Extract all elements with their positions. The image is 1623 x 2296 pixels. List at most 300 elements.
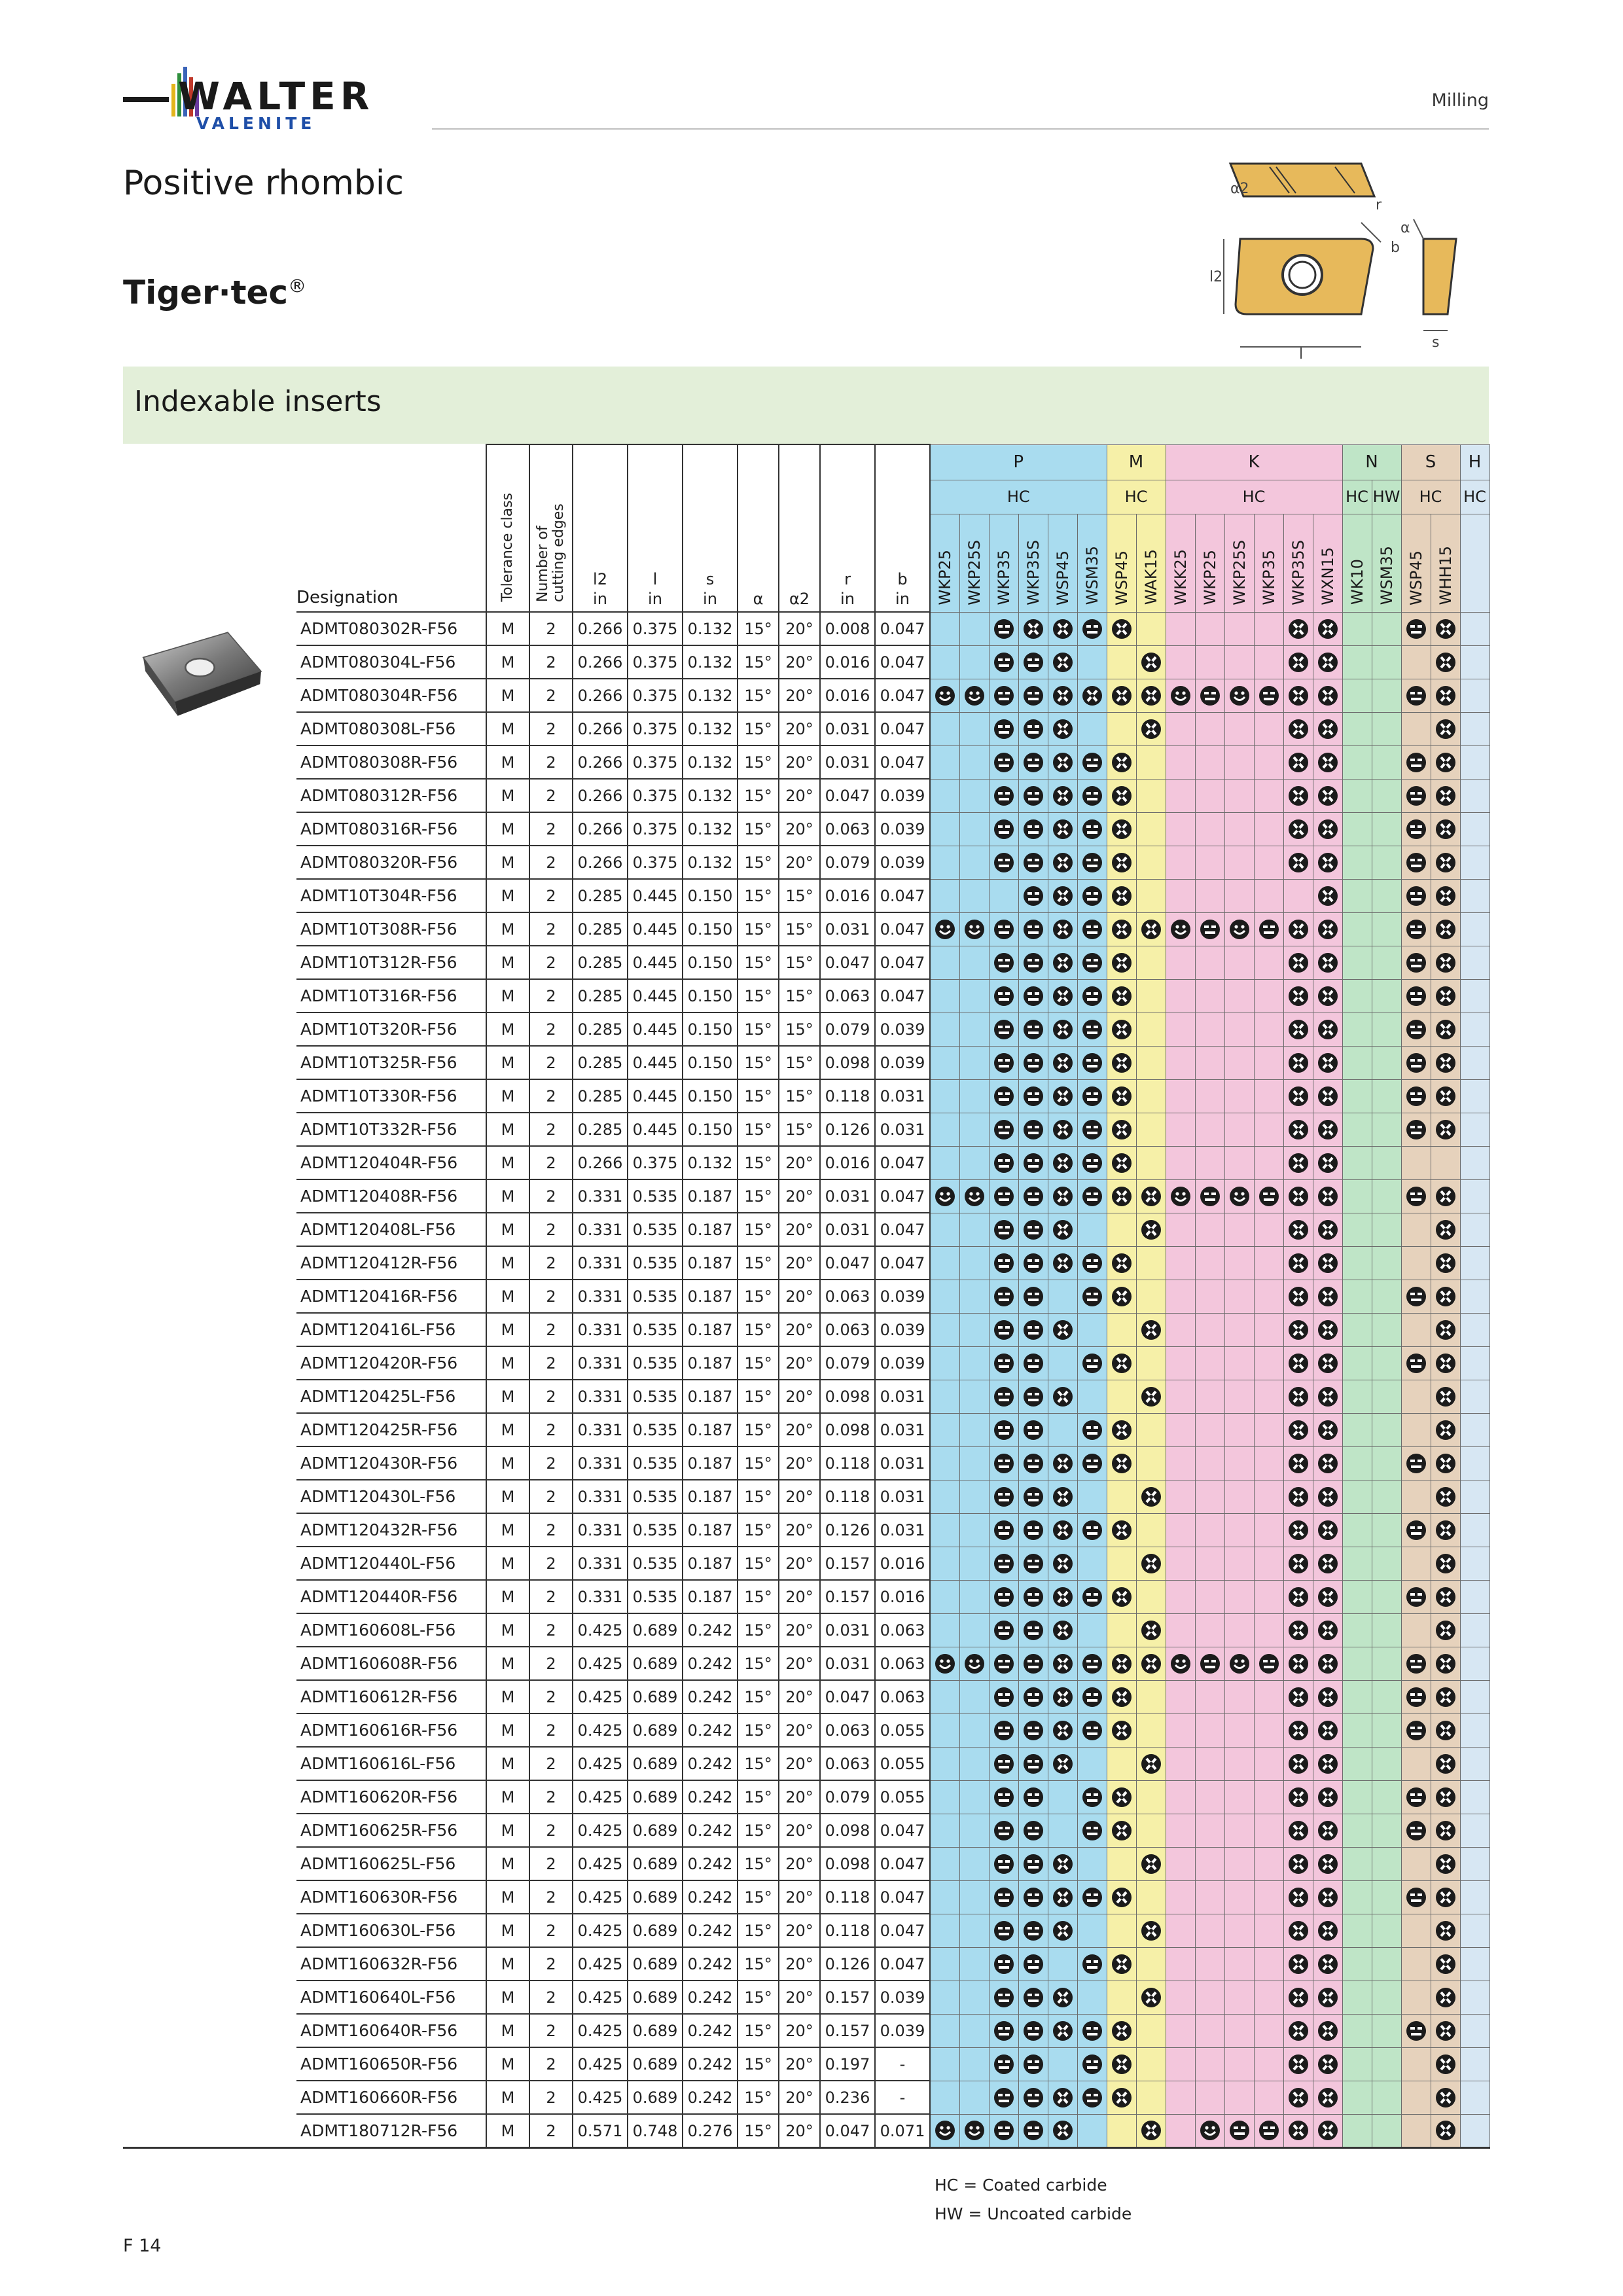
grade-cell [1077, 2114, 1107, 2148]
grade-cell [989, 1680, 1018, 1713]
page-title: Positive rhombic [123, 164, 404, 203]
moderate-suitability-icon [1052, 1085, 1074, 1107]
normal-suitability-icon [1405, 952, 1427, 974]
grade-cell [1431, 1046, 1460, 1079]
designation-cell: ADMT120404R-F56 [296, 1146, 486, 1179]
grade-cell [1313, 1079, 1342, 1113]
grade-cell [1077, 679, 1107, 712]
edges-cell: 2 [529, 1380, 573, 1413]
grade-cell [1077, 1547, 1107, 1580]
designation-cell: ADMT10T304R-F56 [296, 879, 486, 912]
header-r-cell [820, 444, 875, 612]
alpha2-cell: 20° [779, 1981, 820, 2014]
grade-cell [1166, 1280, 1195, 1313]
designation-cell: ADMT160625L-F56 [296, 1847, 486, 1880]
grade-cell [1224, 1947, 1254, 1981]
grade-cell [1107, 1713, 1136, 1747]
radius-cell: 0.098 [820, 1380, 875, 1413]
grade-cell [959, 1280, 989, 1313]
grade-cell [1018, 679, 1048, 712]
grade-cell [1431, 1547, 1460, 1580]
normal-suitability-icon [993, 1986, 1015, 2009]
grade-cell [1401, 1680, 1431, 1713]
tolerance-cell: M [486, 1446, 529, 1480]
grade-cell [1107, 946, 1136, 979]
grade-cell [930, 712, 959, 745]
grade-cell [1283, 745, 1313, 779]
alpha2-cell: 20° [779, 2081, 820, 2114]
normal-suitability-icon [1081, 1886, 1103, 1909]
insert-front-view [1236, 239, 1373, 314]
moderate-suitability-icon [1052, 1119, 1074, 1141]
edges-cell: 2 [529, 1747, 573, 1780]
grade-cell [1401, 1880, 1431, 1914]
grade-cell [1107, 1380, 1136, 1413]
grade-cell [1195, 1680, 1224, 1713]
grade-cell [1136, 1647, 1166, 1680]
alpha-cell: 15° [738, 1647, 779, 1680]
radius-cell: 0.047 [820, 1680, 875, 1713]
designation-cell: ADMT080308R-F56 [296, 745, 486, 779]
b-cell: 0.047 [875, 712, 930, 745]
grade-cell [1431, 946, 1460, 979]
alpha2-cell: 20° [779, 1914, 820, 1947]
header-image-cell [123, 444, 296, 612]
grade-cell [1018, 1713, 1048, 1747]
grade-cell [1195, 1313, 1224, 1346]
edges-cell: 2 [529, 1981, 573, 2014]
grade-cell [1431, 979, 1460, 1013]
edges-cell: 2 [529, 1480, 573, 1513]
moderate-suitability-icon [1287, 1352, 1310, 1374]
grade-cell [1283, 1880, 1313, 1914]
grade-cell [1018, 1613, 1048, 1647]
alpha-cell: 15° [738, 1313, 779, 1346]
grade-cell [930, 1947, 959, 1981]
tolerance-cell: M [486, 812, 529, 846]
l2-cell: 0.331 [573, 1280, 628, 1313]
header-b-cell [875, 444, 930, 612]
moderate-suitability-icon [1435, 2053, 1457, 2075]
b-cell: 0.055 [875, 1780, 930, 1814]
header-l2-unit: in [593, 590, 607, 608]
grade-cell [930, 1814, 959, 1847]
registered-mark: ® [288, 275, 307, 297]
moderate-suitability-icon [1435, 1519, 1457, 1541]
alpha-cell: 15° [738, 745, 779, 779]
normal-suitability-icon [1022, 1119, 1044, 1141]
grade-cell [1136, 1914, 1166, 1947]
normal-suitability-icon [993, 1653, 1015, 1675]
designation-cell: ADMT080302R-F56 [296, 612, 486, 645]
grade-cell [1313, 1814, 1342, 1847]
grade-cell [1136, 1814, 1166, 1847]
grade-cell [1254, 1713, 1283, 1747]
grade-cell [1313, 745, 1342, 779]
moderate-suitability-icon [1287, 1052, 1310, 1074]
grade-cell [1136, 1613, 1166, 1647]
moderate-suitability-icon [1111, 985, 1133, 1007]
table-row [123, 1547, 1489, 1580]
grade-cell [989, 812, 1018, 846]
tolerance-cell: M [486, 1246, 529, 1280]
product-line-title [123, 274, 306, 312]
moderate-suitability-icon [1435, 1119, 1457, 1141]
grade-cell [1136, 1179, 1166, 1213]
s-cell: 0.187 [683, 1246, 738, 1280]
grade-cell [1166, 2047, 1195, 2081]
grade-cell [989, 1079, 1018, 1113]
grade-cell [1136, 745, 1166, 779]
grade-cell [1372, 2081, 1401, 2114]
grade-cell [1431, 1613, 1460, 1647]
moderate-suitability-icon [1111, 785, 1133, 807]
grade-cell [1283, 912, 1313, 946]
moderate-suitability-icon [1111, 1419, 1133, 1441]
normal-suitability-icon [1022, 685, 1044, 707]
normal-suitability-icon [993, 1419, 1015, 1441]
grade-cell [959, 712, 989, 745]
normal-suitability-icon [1405, 1185, 1427, 1208]
table-row [123, 1647, 1489, 1680]
grade-cell [1224, 1013, 1254, 1046]
grade-cell [1077, 812, 1107, 846]
grade-cell [1342, 1780, 1372, 1814]
l2-cell: 0.285 [573, 979, 628, 1013]
header-alpha2: α2 [789, 590, 810, 608]
grade-header-cell [1254, 514, 1283, 612]
grade-header: WKP35 [994, 550, 1013, 605]
alpha-cell: 15° [738, 1880, 779, 1914]
normal-suitability-icon [993, 751, 1015, 774]
alpha-cell: 15° [738, 2114, 779, 2148]
grade-cell [1195, 1413, 1224, 1446]
radius-cell: 0.157 [820, 1981, 875, 2014]
grade-cell [1372, 946, 1401, 979]
moderate-suitability-icon [1052, 1719, 1074, 1742]
grade-cell [1018, 1780, 1048, 1814]
l2-cell: 0.266 [573, 712, 628, 745]
b-cell: 0.039 [875, 1013, 930, 1046]
grade-cell [1372, 1079, 1401, 1113]
grade-cell [1460, 1046, 1489, 1079]
normal-suitability-icon [993, 1319, 1015, 1341]
moderate-suitability-icon [1435, 1586, 1457, 1608]
grade-cell [1224, 1179, 1254, 1213]
l2-cell: 0.331 [573, 1513, 628, 1547]
grade-cell [1460, 1580, 1489, 1613]
good-suitability-icon [1169, 1185, 1192, 1208]
edges-cell: 2 [529, 1780, 573, 1814]
moderate-suitability-icon [1435, 1486, 1457, 1508]
tolerance-cell: M [486, 1814, 529, 1847]
edges-cell: 2 [529, 712, 573, 745]
b-cell: 0.047 [875, 1947, 930, 1981]
table-row [123, 745, 1489, 779]
radius-cell: 0.126 [820, 1513, 875, 1547]
grade-cell [1077, 946, 1107, 979]
moderate-suitability-icon [1287, 1285, 1310, 1308]
grade-cell [1224, 1313, 1254, 1346]
edges-cell: 2 [529, 2114, 573, 2148]
grade-cell [1342, 1079, 1372, 1113]
grade-cell [1431, 1647, 1460, 1680]
grade-cell [1136, 1013, 1166, 1046]
grade-cell [1048, 1814, 1077, 1847]
grade-cell [959, 1814, 989, 1847]
grade-cell [1401, 979, 1431, 1013]
grade-header: WKP35S [1289, 539, 1308, 605]
grade-cell [1166, 712, 1195, 745]
normal-suitability-icon [993, 1686, 1015, 1708]
moderate-suitability-icon [1052, 1452, 1074, 1475]
alpha2-cell: 15° [779, 1046, 820, 1079]
grade-cell [1372, 1013, 1401, 1046]
edges-cell: 2 [529, 1013, 573, 1046]
grade-cell [1018, 1847, 1048, 1880]
grade-cell [1460, 1446, 1489, 1480]
tolerance-cell: M [486, 1380, 529, 1413]
grade-cell [989, 1046, 1018, 1079]
grade-cell [1342, 912, 1372, 946]
grade-cell [1283, 1346, 1313, 1380]
alpha-cell: 15° [738, 1346, 779, 1380]
normal-suitability-icon [993, 685, 1015, 707]
tolerance-cell: M [486, 1313, 529, 1346]
grade-cell [1283, 1981, 1313, 2014]
l2-cell: 0.285 [573, 1113, 628, 1146]
table-row [123, 2014, 1489, 2047]
grade-cell [1107, 1613, 1136, 1647]
grade-cell [989, 1513, 1018, 1547]
grade-cell [959, 1346, 989, 1380]
grade-cell [1166, 612, 1195, 645]
grade-cell [989, 1280, 1018, 1313]
l-cell: 0.535 [628, 1513, 683, 1547]
good-suitability-icon [963, 2119, 986, 2142]
grade-cell [1283, 1313, 1313, 1346]
grade-cell [1136, 2047, 1166, 2081]
tolerance-cell: M [486, 1680, 529, 1713]
grade-cell [930, 1046, 959, 1079]
header-alpha2-cell [779, 444, 820, 612]
l-cell: 0.689 [628, 1613, 683, 1647]
b-cell: 0.047 [875, 1880, 930, 1914]
material-header-S-hc: HC [1401, 480, 1460, 514]
normal-suitability-icon [993, 985, 1015, 1007]
grade-cell [1254, 1847, 1283, 1880]
l-cell: 0.375 [628, 712, 683, 745]
grade-cell [1460, 1547, 1489, 1580]
grade-cell [1313, 645, 1342, 679]
l2-cell: 0.331 [573, 1380, 628, 1413]
b-cell: 0.031 [875, 1413, 930, 1446]
grade-cell [1048, 1647, 1077, 1680]
alpha-cell: 15° [738, 2081, 779, 2114]
designation-cell: ADMT080312R-F56 [296, 779, 486, 812]
grade-cell [1342, 1547, 1372, 1580]
moderate-suitability-icon [1317, 1920, 1339, 1942]
edges-cell: 2 [529, 1547, 573, 1580]
tolerance-cell: M [486, 1580, 529, 1613]
normal-suitability-icon [993, 852, 1015, 874]
grade-cell [1342, 1313, 1372, 1346]
alpha-cell: 15° [738, 1446, 779, 1480]
grade-cell [1224, 1814, 1254, 1847]
designation-cell: ADMT120432R-F56 [296, 1513, 486, 1547]
grade-cell [1224, 1480, 1254, 1513]
grade-header-cell [1077, 514, 1107, 612]
grade-cell [1195, 645, 1224, 679]
moderate-suitability-icon [1052, 852, 1074, 874]
s-cell: 0.242 [683, 1814, 738, 1847]
tolerance-cell: M [486, 1847, 529, 1880]
grade-cell [1224, 679, 1254, 712]
table-row [123, 912, 1489, 946]
grade-cell [1224, 779, 1254, 812]
grade-cell [1313, 846, 1342, 879]
s-cell: 0.132 [683, 1146, 738, 1179]
grade-cell [1136, 812, 1166, 846]
moderate-suitability-icon [1287, 1920, 1310, 1942]
grade-cell [1195, 612, 1224, 645]
grade-cell [1195, 979, 1224, 1013]
normal-suitability-icon [993, 1085, 1015, 1107]
grade-cell [1224, 1346, 1254, 1380]
grade-cell [1136, 946, 1166, 979]
grade-cell [1254, 745, 1283, 779]
grade-cell [1313, 879, 1342, 912]
normal-suitability-icon [1081, 1285, 1103, 1308]
grade-cell [1018, 1547, 1048, 1580]
moderate-suitability-icon [1140, 1753, 1162, 1775]
grade-cell [1431, 1179, 1460, 1213]
grade-cell [1224, 846, 1254, 879]
grade-header: WAK15 [1141, 549, 1160, 605]
grade-cell [930, 1380, 959, 1413]
grade-cell [1107, 2047, 1136, 2081]
grade-cell [1313, 1780, 1342, 1814]
grade-cell [1107, 1346, 1136, 1380]
grade-cell [1372, 1246, 1401, 1280]
alpha2-cell: 20° [779, 679, 820, 712]
grade-cell [1313, 1013, 1342, 1046]
grade-cell [989, 1413, 1018, 1446]
grade-cell [959, 1513, 989, 1547]
moderate-suitability-icon [1111, 1820, 1133, 1842]
normal-suitability-icon [1022, 1820, 1044, 1842]
normal-suitability-icon [1022, 1953, 1044, 1975]
grade-cell [1136, 1880, 1166, 1914]
grade-cell [989, 1213, 1018, 1246]
edges-cell: 2 [529, 1346, 573, 1380]
grade-cell [1166, 679, 1195, 712]
grade-cell [959, 1547, 989, 1580]
b-cell: 0.039 [875, 1046, 930, 1079]
alpha2-cell: 15° [779, 879, 820, 912]
normal-suitability-icon [1022, 1419, 1044, 1441]
grade-header: WHH15 [1436, 546, 1455, 605]
moderate-suitability-icon [1287, 751, 1310, 774]
grade-cell [989, 745, 1018, 779]
moderate-suitability-icon [1287, 1386, 1310, 1408]
radius-cell: 0.079 [820, 1346, 875, 1380]
grade-cell [1342, 1613, 1372, 1647]
moderate-suitability-icon [1111, 1686, 1133, 1708]
l-cell: 0.689 [628, 1780, 683, 1814]
grade-cell [1195, 2081, 1224, 2114]
grade-cell [1401, 1713, 1431, 1747]
grade-cell [1136, 712, 1166, 745]
grade-cell [1195, 779, 1224, 812]
grade-header-cell [1431, 514, 1460, 612]
grade-cell [1224, 879, 1254, 912]
grade-cell [1431, 1446, 1460, 1480]
grade-cell [930, 1179, 959, 1213]
alpha2-cell: 20° [779, 1580, 820, 1613]
grade-cell [1431, 645, 1460, 679]
normal-suitability-icon [1081, 1419, 1103, 1441]
table-row [123, 1380, 1489, 1413]
header-b: b [897, 570, 908, 588]
grade-header-cell [1313, 514, 1342, 612]
moderate-suitability-icon [1435, 1853, 1457, 1875]
grade-cell [1401, 1613, 1431, 1647]
grade-cell [1372, 1280, 1401, 1313]
moderate-suitability-icon [1435, 1619, 1457, 1641]
moderate-suitability-icon [1435, 1185, 1457, 1208]
alpha2-cell: 20° [779, 1547, 820, 1580]
grade-cell [1048, 879, 1077, 912]
moderate-suitability-icon [1287, 1886, 1310, 1909]
normal-suitability-icon [993, 1719, 1015, 1742]
grade-cell [1107, 1914, 1136, 1947]
grade-cell [1018, 979, 1048, 1013]
s-cell: 0.132 [683, 645, 738, 679]
normal-suitability-icon [1081, 1820, 1103, 1842]
grade-cell [959, 979, 989, 1013]
s-cell: 0.132 [683, 812, 738, 846]
moderate-suitability-icon [1435, 1419, 1457, 1441]
grade-cell [1313, 779, 1342, 812]
grade-cell [1018, 2014, 1048, 2047]
grade-cell [1224, 1613, 1254, 1647]
b-cell: 0.047 [875, 912, 930, 946]
normal-suitability-icon [1405, 1285, 1427, 1308]
header-l2: l2 [593, 570, 607, 588]
grade-cell [930, 2081, 959, 2114]
normal-suitability-icon [1081, 1653, 1103, 1675]
normal-suitability-icon [1405, 1052, 1427, 1074]
grade-cell [1401, 1814, 1431, 1847]
grade-cell [1372, 1380, 1401, 1413]
grade-cell [1431, 1413, 1460, 1446]
l2-cell: 0.331 [573, 1179, 628, 1213]
moderate-suitability-icon [1287, 651, 1310, 673]
moderate-suitability-icon [1111, 1185, 1133, 1208]
grade-cell [1195, 2014, 1224, 2047]
normal-suitability-icon [1199, 918, 1221, 941]
moderate-suitability-icon [1111, 818, 1133, 840]
designation-cell: ADMT160616L-F56 [296, 1747, 486, 1780]
grade-cell [1048, 1780, 1077, 1814]
grade-cell [1431, 846, 1460, 879]
moderate-suitability-icon [1140, 1552, 1162, 1575]
b-cell: 0.039 [875, 846, 930, 879]
grade-cell [1018, 2081, 1048, 2114]
grade-cell [1224, 1046, 1254, 1079]
grade-cell [1048, 679, 1077, 712]
